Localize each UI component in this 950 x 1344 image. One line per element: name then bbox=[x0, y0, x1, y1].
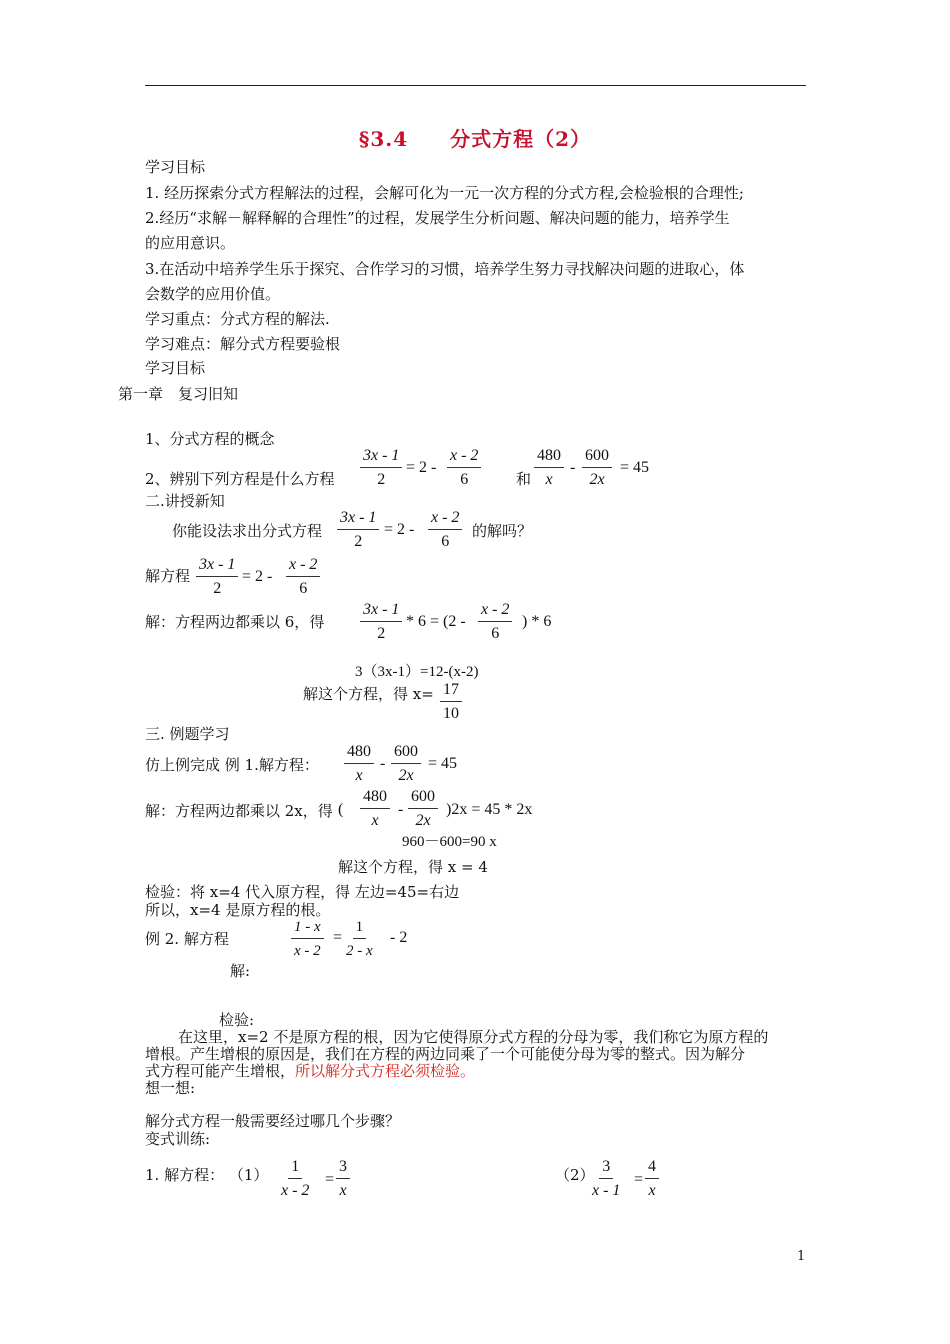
math-op: )2x = 45 * 2x bbox=[446, 801, 533, 818]
practice-1: 1. 解方程： （1） bbox=[145, 1166, 269, 1184]
fraction: $\frac{600}{2x}$ bbox=[582, 447, 612, 489]
fraction: $\frac{4}{x}$ bbox=[645, 1158, 659, 1200]
fraction: $\frac{480}{x}$ bbox=[534, 447, 564, 489]
fraction: $\frac{x - 2}{6}$ bbox=[447, 447, 481, 489]
note-line-2: 增根。产生增根的原因是，我们在方程的两边同乘了一个可能使分母为零的整式。因为解分 bbox=[145, 1045, 746, 1063]
section-2: 二.讲授新知 bbox=[145, 492, 225, 510]
solve-label: 解方程 bbox=[145, 567, 191, 585]
objective-3: 3.在活动中培养学生乐于探究、合作学习的习惯，培养学生努力寻找解决问题的进取心，体 bbox=[145, 260, 745, 278]
chapter-heading: 第一章 复习旧知 bbox=[118, 385, 239, 403]
fraction: $\frac{3x - 1}{2}$ bbox=[196, 556, 238, 598]
math-op: = bbox=[325, 1171, 335, 1188]
objective-2-cont: 的应用意识。 bbox=[145, 234, 236, 252]
example-1-result: 解这个方程，得 x = 4 bbox=[338, 858, 488, 876]
math-op: = 2 - bbox=[384, 521, 415, 538]
math-op: ( bbox=[338, 801, 344, 818]
page-title: §3.4 分式方程（2） bbox=[358, 127, 592, 151]
example-2: 例 2. 解方程 bbox=[145, 930, 229, 948]
example-1-solution: 解：方程两边都乘以 2x，得 bbox=[145, 802, 333, 820]
fraction: $\frac{3}{x - 1}$ bbox=[592, 1158, 621, 1199]
note-line-1: 在这里，x=2 不是原方程的根，因为它使得原分式方程的分母为零，我们称它为原方程的 bbox=[178, 1028, 769, 1046]
difficulty: 学习难点：解分式方程要验根 bbox=[145, 335, 341, 353]
math-op: - bbox=[398, 801, 404, 818]
key-point: 学习重点：分式方程的解法. bbox=[145, 310, 330, 328]
fraction: $\frac{600}{2x}$ bbox=[408, 788, 438, 830]
fraction: $\frac{3}{x}$ bbox=[336, 1158, 350, 1200]
math-op: = bbox=[634, 1171, 644, 1188]
fraction: $\frac{3x - 1}{2}$ bbox=[360, 447, 402, 489]
math-op: = 2 - bbox=[242, 568, 273, 585]
math-op: - 2 bbox=[390, 929, 408, 946]
fraction: $\frac{x - 2}{6}$ bbox=[286, 556, 320, 598]
section-3: 三. 例题学习 bbox=[145, 725, 230, 743]
example-1-step: 960－600=90 x bbox=[402, 834, 497, 850]
practice-2: （2） bbox=[555, 1166, 595, 1184]
fraction: $\frac{1 - x}{x - 2}$ bbox=[291, 918, 324, 960]
example-2-check: 检验: bbox=[219, 1011, 255, 1029]
fraction: $\frac{1}{2 - x}$ bbox=[346, 919, 373, 959]
ask-text-end: 的解吗？ bbox=[472, 522, 533, 540]
item-1: 1、分式方程的概念 bbox=[145, 430, 275, 448]
fraction: $\frac{17}{10}$ bbox=[440, 681, 462, 723]
fraction: $\frac{480}{x}$ bbox=[360, 788, 390, 830]
fraction: $\frac{480}{x}$ bbox=[344, 743, 374, 785]
objectives-heading: 学习目标 bbox=[145, 158, 206, 176]
page-number: 1 bbox=[797, 1249, 806, 1264]
math-op: = 45 bbox=[620, 459, 650, 476]
objective-2: 2.经历“求解－解释解的合理性”的过程，发展学生分析问题、解决问题的能力，培养学生 bbox=[145, 209, 730, 227]
math-op: = 2 - bbox=[406, 459, 437, 476]
header-rule bbox=[145, 85, 806, 86]
fraction: $\frac{x - 2}{6}$ bbox=[428, 509, 462, 551]
solution-line: 解：方程两边都乘以 6，得 bbox=[145, 613, 325, 631]
math-op: ) * 6 bbox=[522, 613, 552, 630]
practice-heading: 变式训练: bbox=[145, 1130, 211, 1148]
fraction: $\frac{1}{x - 2}$ bbox=[281, 1158, 310, 1199]
fraction: $\frac{600}{2x}$ bbox=[391, 743, 421, 785]
note-emphasis: 所以解分式方程必须检验。 bbox=[295, 1062, 476, 1080]
fraction: $\frac{x - 2}{6}$ bbox=[478, 601, 512, 643]
item-2: 2、辨别下列方程是什么方程 bbox=[145, 470, 335, 488]
objectives-heading-2: 学习目标 bbox=[145, 359, 206, 377]
step-2: 解这个方程，得 x= bbox=[303, 685, 434, 703]
math-op: * 6 = (2 - bbox=[406, 613, 466, 630]
math-op: = 45 bbox=[428, 755, 458, 772]
example-2-solution: 解: bbox=[230, 962, 251, 980]
math-op: = bbox=[333, 929, 343, 946]
fraction: $\frac{3x - 1}{2}$ bbox=[337, 509, 379, 551]
objective-3-cont: 会数学的应用价值。 bbox=[145, 285, 281, 303]
example-1: 仿上例完成 例 1.解方程： bbox=[145, 756, 319, 774]
fraction: $\frac{3x - 1}{2}$ bbox=[360, 601, 402, 643]
note-line-3: 式方程可能产生增根，所以解分式方程必须检验。 bbox=[145, 1062, 476, 1080]
think-heading: 想一想: bbox=[145, 1079, 196, 1097]
ask-text: 你能设法求出分式方程 bbox=[172, 522, 323, 540]
math-op: - bbox=[380, 755, 386, 772]
check-1: 检验：将 x=4 代入原方程，得 左边=45=右边 bbox=[145, 883, 460, 901]
conclusion-1: 所以，x=4 是原方程的根。 bbox=[145, 901, 331, 919]
objective-1: 1. 经历探索分式方程解法的过程，会解可化为一元一次方程的分式方程,会检验根的合理性; bbox=[145, 184, 744, 202]
math-op: - bbox=[570, 459, 576, 476]
step-1: 3（3x-1）=12-(x-2) bbox=[355, 664, 479, 680]
question: 解分式方程一般需要经过哪几个步骤？ bbox=[145, 1112, 401, 1130]
and-word: 和 bbox=[516, 470, 532, 488]
